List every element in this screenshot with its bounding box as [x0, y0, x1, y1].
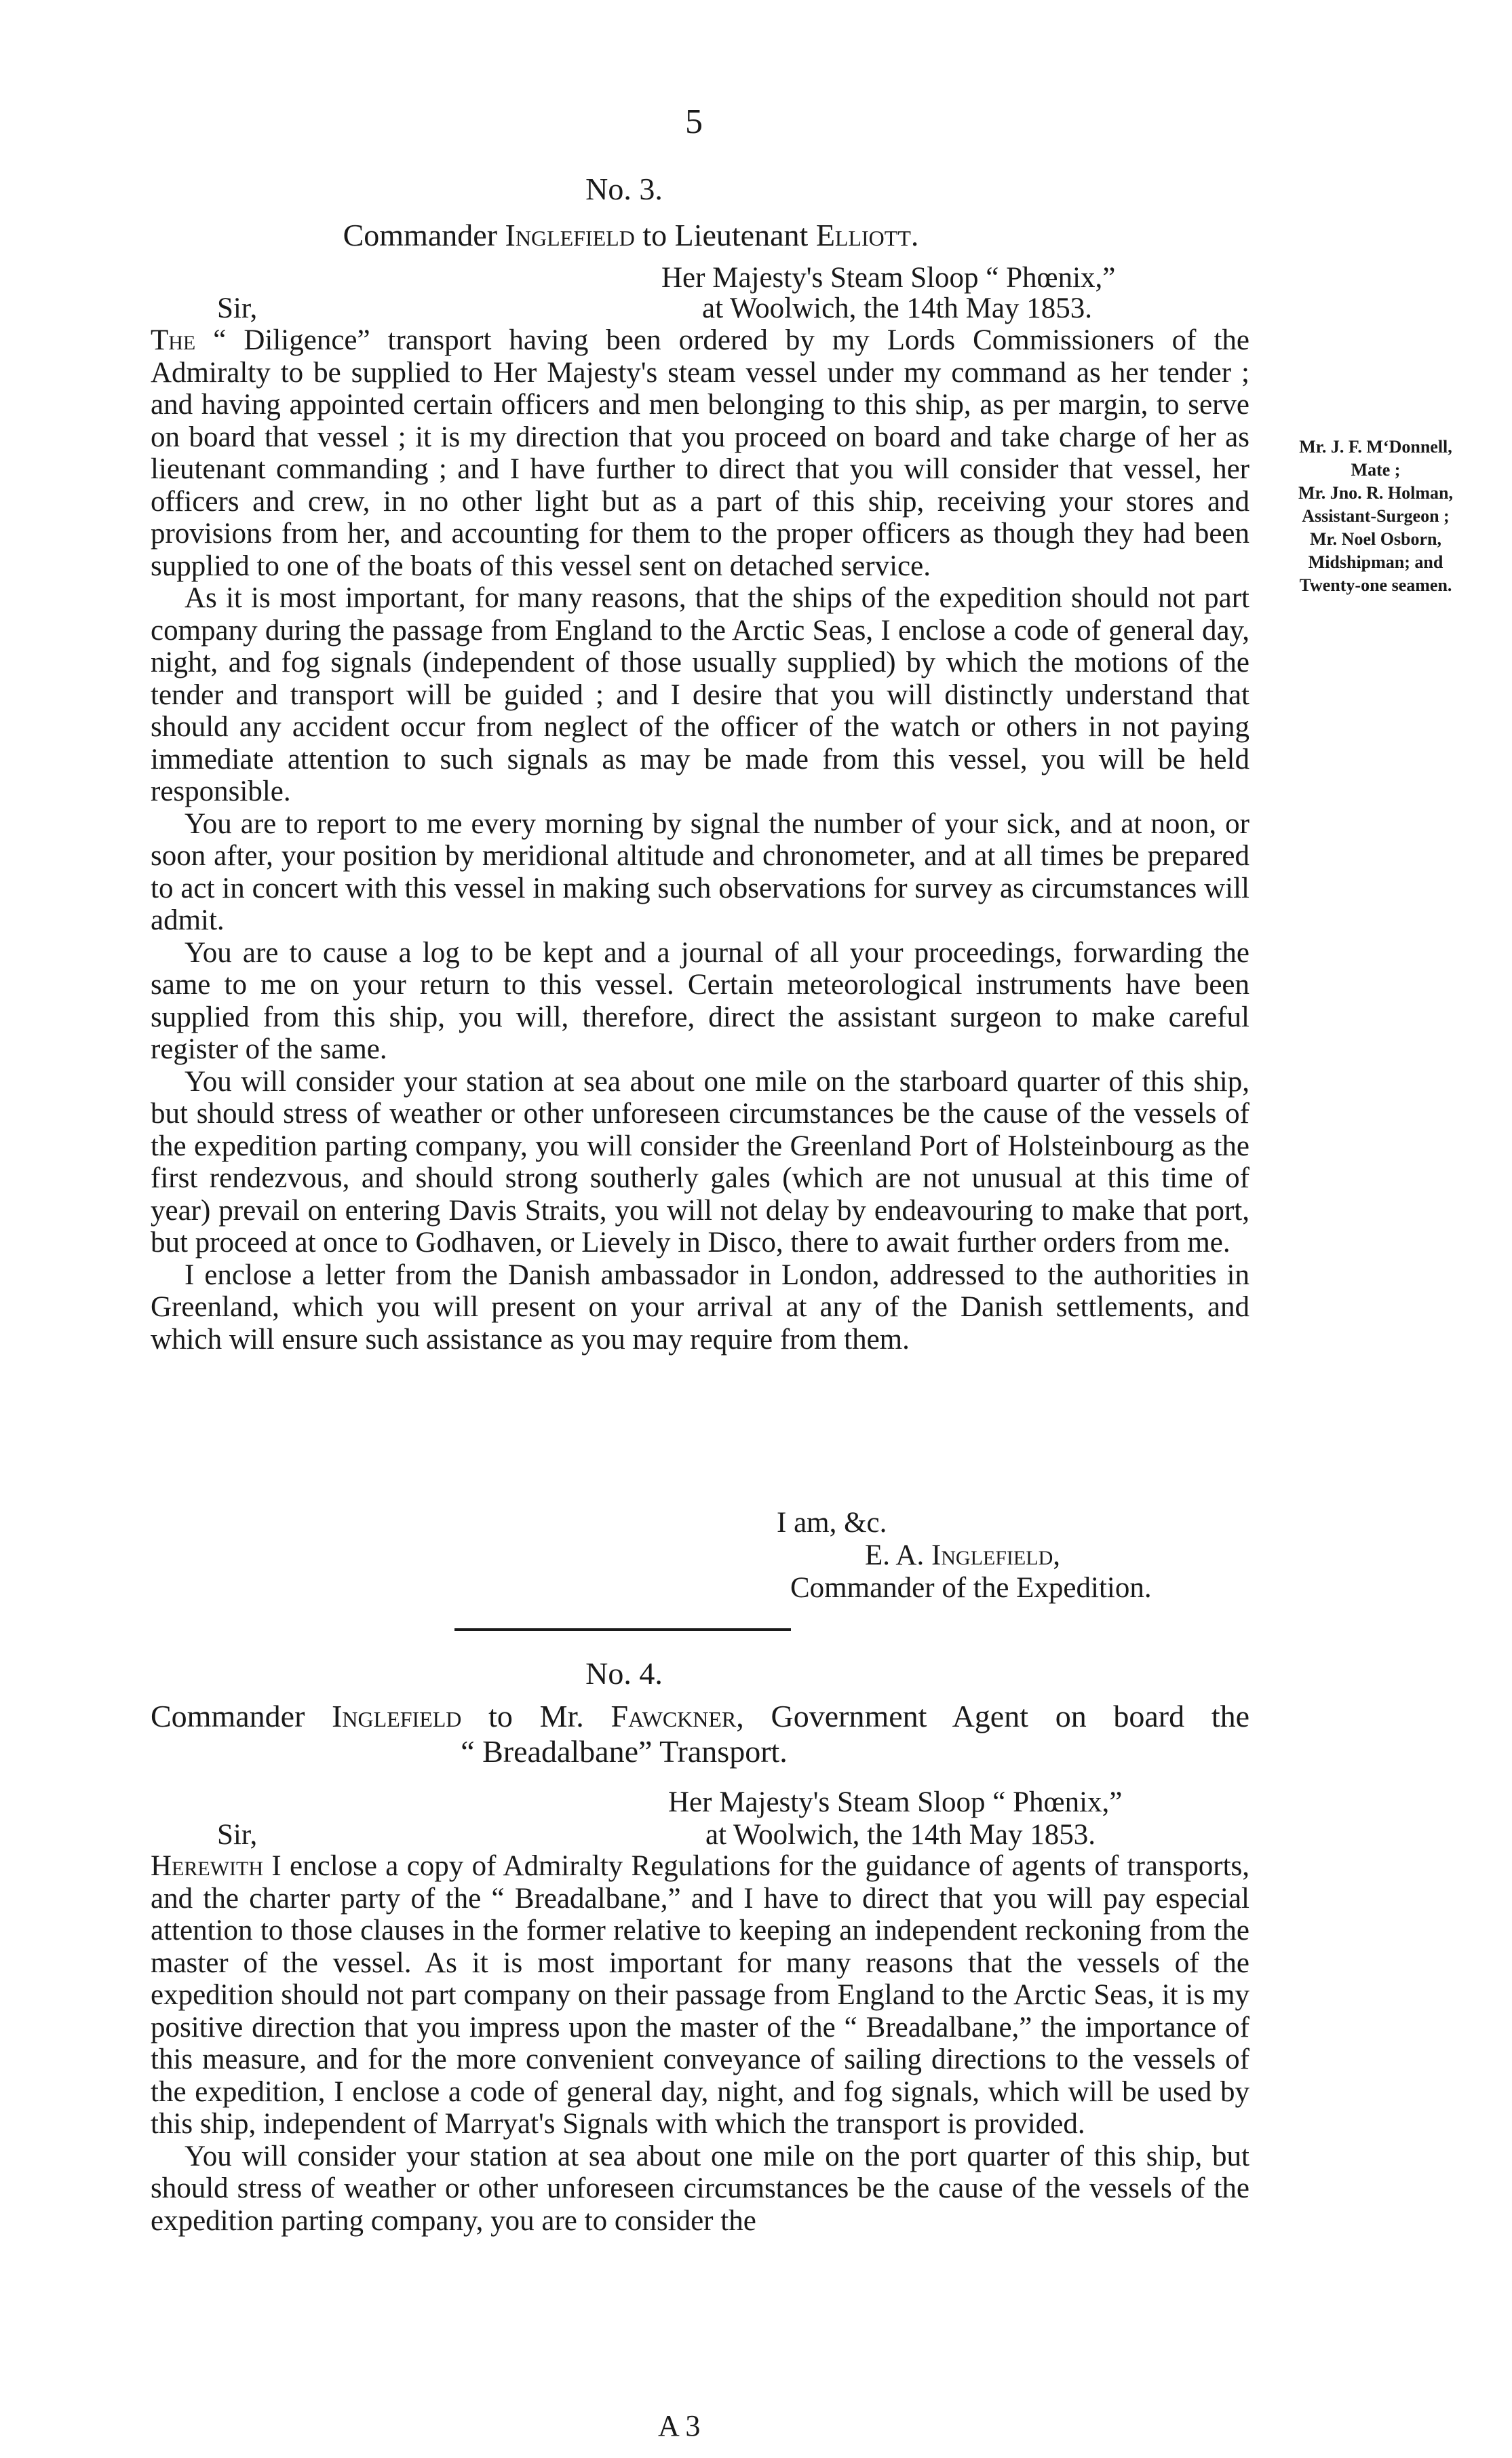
letter-3-paragraph: You are to cause a log to be kept and a journal of all your proceedings, forwarding the same to me on your return to this vessel. Certain meteorological instruments have been supplied from this ship, you will, therefore, direct the assistant surgeon to make careful register of the same. — [151, 936, 1249, 1065]
letter-3-place-date: at Woolwich, the 14th May 1853. — [702, 292, 1092, 324]
letter-3-paragraph: As it is most important, for many reasons, that the ships of the expedition should not part company during the passage from England to the Arctic Seas, I enclose a code of general day, night, and fog signals (independent of those usually supplied) by which the motions of the tender and transport will be guided ; and I desire that you will distinctly understand that should any accident occur from neglect of the officer of the watch or others in not paying immediate attention to such signals as may be made from this vessel, you will be held responsible. — [151, 582, 1249, 807]
letter-4-heading-line2: “ Breadalbane” Transport. — [461, 1734, 788, 1769]
letter-4-place-date: at Woolwich, the 14th May 1853. — [705, 1819, 1096, 1851]
letter-3-heading: Commander Inglefield to Lieutenant Elliott. — [343, 218, 919, 252]
margin-note: Mr. J. F. M‘Donnell, Mate ; Mr. Jno. R. Holman, Assistant-Surgeon ; Mr. Noel Osborn, Midshipman; and Twenty-one seamen. — [1298, 437, 1453, 595]
section-divider — [454, 1628, 791, 1631]
letter-4-body — [151, 1850, 1249, 2237]
letter-3-paragraph: The “ Diligence” transport having been ordered by my Lords Commissioners of the Admiralty to be supplied to Her Majesty's steam vessel under my command as her tender ; and having appointed certain officers and men belonging to this ship, as per margin, to serve on board that vessel ; it is my direction that you proceed on board and take charge of her as lieutenant commanding ; and I have further to direct that you will consider that vessel, her officers and crew, in no other light but as a part of this ship, receiving your stores and provisions from her, and accounting for them to the proper officers as though they had been supplied to one of the boats of this vessel sent on detached service. — [151, 324, 1249, 582]
letter-4-paragraph: You will consider your station at sea about one mile on the port quarter of this ship, but should stress of weather or other unforeseen circumstances be the cause of the vessels of the expedition parting company, you are to consider the — [151, 2140, 1249, 2237]
signature-mark: A 3 — [658, 2409, 701, 2442]
letter-3-number: No. 3. — [585, 172, 663, 206]
letter-3-signer-title: Commander of the Expedition. — [790, 1572, 1152, 1604]
page-number: 5 — [685, 102, 703, 141]
letter-4-ship-line: Her Majesty's Steam Sloop “ Phœnix,” — [668, 1786, 1123, 1818]
letter-3-salutation: Sir, — [217, 292, 258, 324]
letter-3-ship-line: Her Majesty's Steam Sloop “ Phœnix,” — [661, 262, 1116, 294]
letter-3-signature: E. A. Inglefield, — [865, 1539, 1060, 1571]
letter-3-closing: I am, &c. — [777, 1507, 887, 1539]
letter-4-paragraph: Herewith I enclose a copy of Admiralty Regulations for the guidance of agents of transports, and the charter party of the “ Breadalbane,” and I have to direct that you will pay especial attention to those clauses in the former relative to keeping an independent reckoning from the master of the vessel. As it is most important for many reasons that the vessels of the expedition should not part company on their passage from England to the Arctic Seas, it is my positive direction that you impress upon the master of the “ Breadalbane,” the importance of this measure, and for the more convenient conveyance of sailing directions to the vessels of the expedition, I enclose a code of general day, night, and fog signals, which will be used by this ship, independent of Marryat's Signals with which the transport is provided. — [151, 1850, 1250, 2140]
letter-3-paragraph: You are to report to me every morning by signal the number of your sick, and at noon, or soon after, your position by meridional altitude and chronometer, and at all times be prepared to act in concert with this vessel in making such observations for survey as circumstances will admit. — [151, 807, 1249, 936]
letter-3-body — [151, 324, 1249, 1356]
letter-3-paragraph: You will consider your station at sea about one mile on the starboard quarter of this ship, but should stress of weather or other unforeseen circumstances be the cause of the vessels of the expedition parting company, you will consider the Greenland Port of Holsteinbourg as the first rendezvous, and should strong southerly gales (which are not unusual at this time of year) prevail on entering Davis Straits, you will not delay by endeavouring to make that port, but proceed at once to Godhaven, or Lievely in Disco, there to await further orders from me. — [151, 1065, 1249, 1259]
letter-3-paragraph: I enclose a letter from the Danish ambassador in London, addressed to the authorities in Greenland, which you will present on your arrival at any of the Danish settlements, and which will ensure such assistance as you may require from them. — [151, 1259, 1249, 1356]
letter-4-salutation: Sir, — [217, 1819, 258, 1851]
letter-4-number: No. 4. — [585, 1656, 663, 1691]
letter-4-heading: Commander Inglefield to Mr. Fawckner, Government Agent on board the — [151, 1699, 1250, 1733]
